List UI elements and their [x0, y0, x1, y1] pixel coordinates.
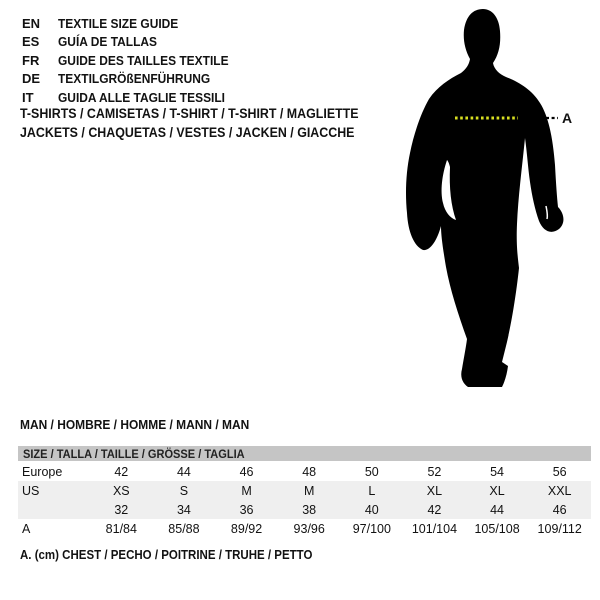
table-cell: S	[179, 483, 189, 498]
table-cell: 48	[302, 464, 317, 479]
table-cell: 105/108	[474, 521, 520, 536]
language-code: EN	[22, 15, 41, 31]
table-cell: XL	[489, 483, 505, 498]
table-cell: M	[303, 483, 315, 498]
table-cell: XL	[426, 483, 443, 498]
table-row-a-chest	[18, 519, 591, 538]
table-cell: XS	[112, 483, 130, 498]
table-cell: 54	[490, 464, 505, 479]
section-title-man	[20, 417, 269, 432]
table-cell: 44	[490, 502, 505, 517]
size-table-header-text: SIZE / TALLA / TAILLE / GRÖSSE / TAGLIA	[23, 446, 245, 461]
table-cell: 46	[552, 502, 567, 517]
man-body-shape	[406, 9, 563, 387]
chest-footnote	[20, 548, 338, 562]
table-cell: 34	[176, 502, 191, 517]
language-label: TEXTILE SIZE GUIDE	[58, 15, 179, 31]
size-table	[18, 446, 591, 538]
language-label: TEXTILGRÖßENFÜHRUNG	[58, 71, 211, 87]
table-cell: 52	[427, 464, 442, 479]
row-label-europe: Europe	[22, 464, 63, 479]
language-label: GUIDE DES TAILLES TEXTILE	[58, 52, 229, 68]
table-cell: 36	[239, 502, 254, 517]
language-label: GUIDA ALLE TAGLIE TESSILI	[58, 89, 226, 105]
table-cell: 109/112	[537, 521, 582, 536]
language-code: DE	[22, 71, 41, 87]
language-row-es	[22, 33, 243, 52]
product-category-lines	[20, 104, 388, 142]
table-cell: 50	[364, 464, 379, 479]
table-cell: 32	[114, 502, 129, 517]
section-title-text: MAN / HOMBRE / HOMME / MANN / MAN	[20, 417, 250, 432]
language-code: IT	[22, 89, 34, 105]
table-cell: 38	[302, 502, 317, 517]
table-row-europe	[18, 462, 591, 481]
row-label-empty	[18, 500, 90, 519]
table-cell: 89/92	[230, 521, 263, 536]
table-cell: 42	[114, 464, 129, 479]
language-row-en	[22, 14, 243, 33]
size-table-header	[18, 446, 591, 461]
language-list	[22, 14, 243, 107]
measurement-label-a: A	[562, 110, 573, 126]
table-cell: M	[241, 483, 252, 498]
language-row-de	[22, 70, 243, 89]
tshirts-line: T-SHIRTS / CAMISETAS / T-SHIRT / T-SHIRT / MAGLIETTE	[20, 106, 359, 121]
table-cell: 101/104	[411, 521, 458, 536]
language-row-fr	[22, 51, 243, 70]
jackets-line: JACKETS / CHAQUETAS / VESTES / JACKEN / GIACCHE	[20, 125, 355, 140]
table-cell: 56	[552, 464, 567, 479]
table-row-numeric	[18, 500, 591, 519]
table-cell: 85/88	[168, 521, 200, 536]
table-cell: 44	[176, 464, 191, 479]
table-cell: 46	[239, 464, 254, 479]
table-cell: 81/84	[105, 521, 137, 536]
table-cell: 40	[364, 502, 379, 517]
language-label: GUÍA DE TALLAS	[58, 34, 158, 50]
man-silhouette	[395, 0, 600, 400]
row-label-us: US	[22, 483, 40, 498]
size-table-grid	[18, 462, 591, 538]
table-row-us	[18, 481, 591, 500]
table-cell: 93/96	[293, 521, 325, 536]
language-code: ES	[22, 34, 40, 50]
table-cell: L	[368, 483, 376, 498]
chest-footnote-text: A. (cm) CHEST / PECHO / POITRINE / TRUHE / PETTO	[20, 548, 313, 562]
man-silhouette-figure	[395, 0, 600, 400]
language-code: FR	[22, 52, 40, 68]
table-cell: XXL	[547, 483, 572, 498]
row-label-a: A	[22, 521, 31, 536]
table-cell: 97/100	[352, 521, 391, 536]
table-cell: 42	[427, 502, 442, 517]
